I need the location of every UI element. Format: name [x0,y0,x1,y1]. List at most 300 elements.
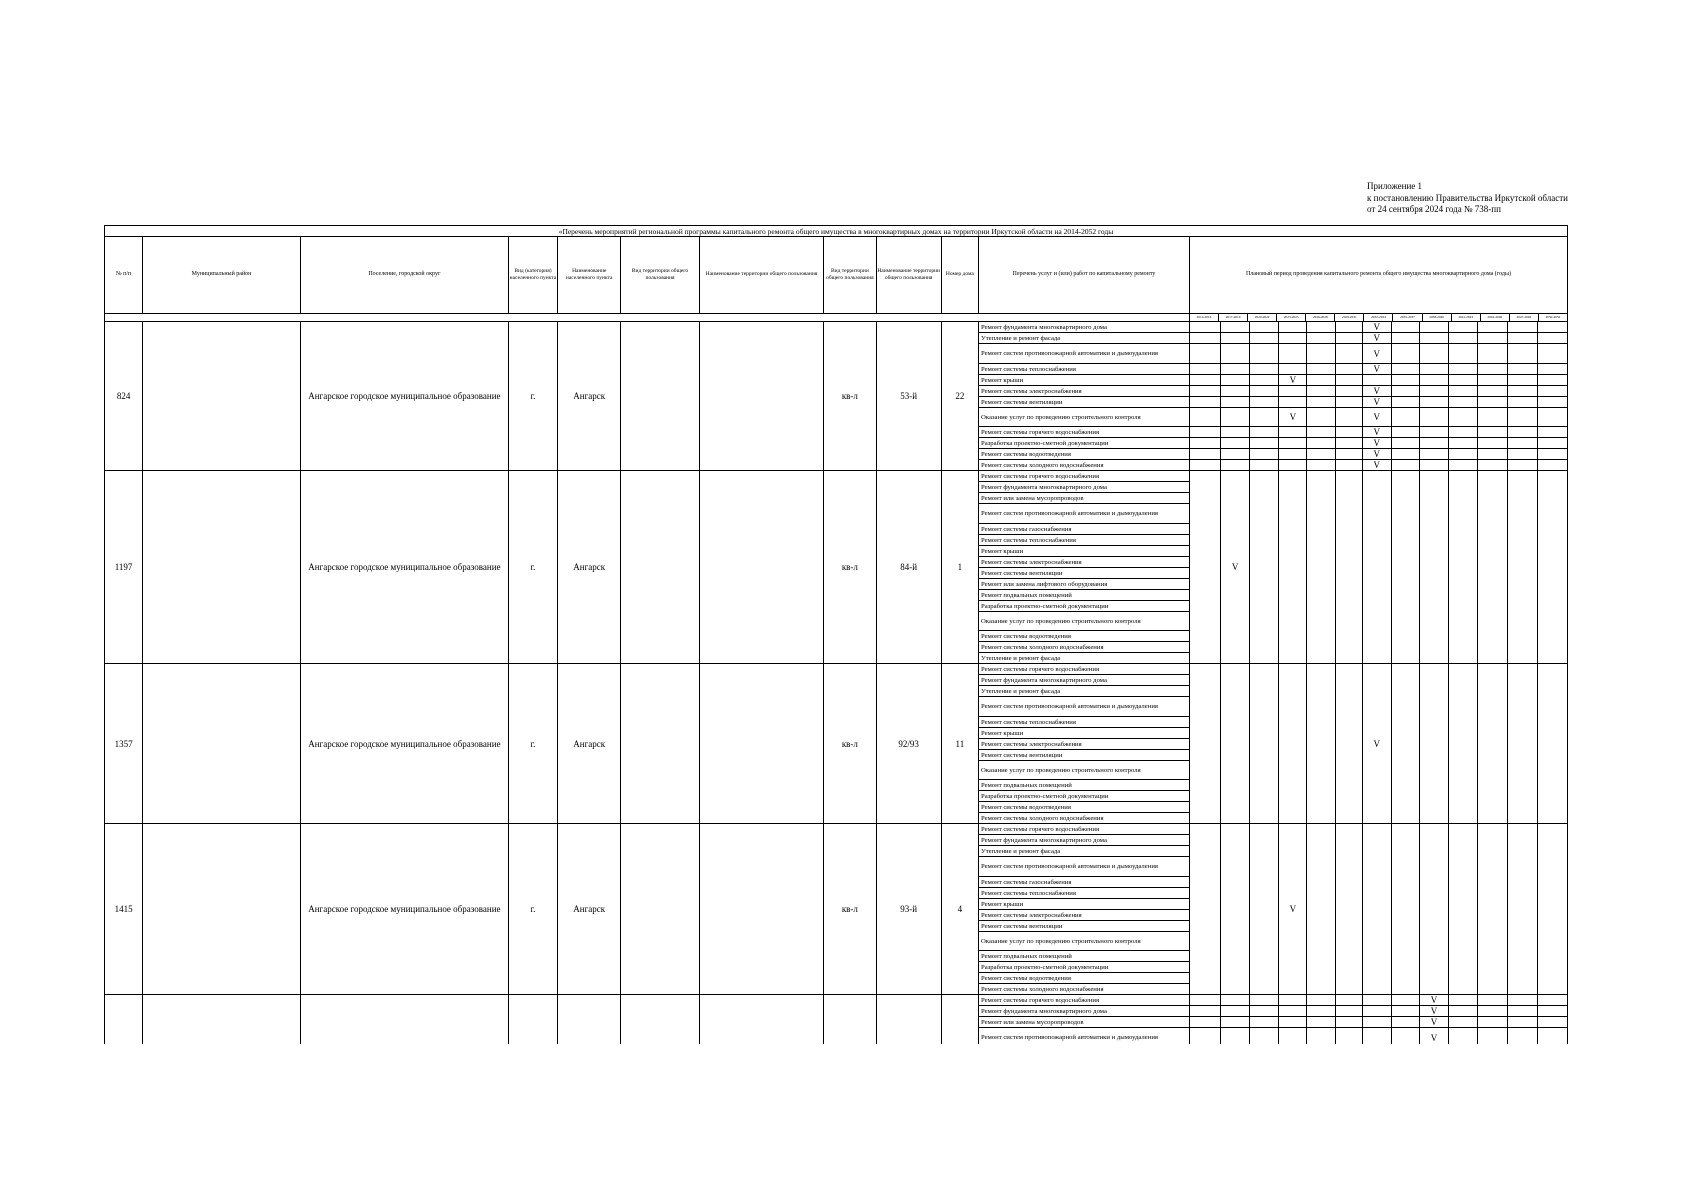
period-mark-cell [1221,386,1250,397]
service-name: Ремонт системы вентиляции [978,750,1189,761]
period-mark-cell: V [1279,375,1307,386]
period-mark-cell [1508,438,1538,449]
period-mark-cell [1279,322,1307,333]
period-mark-cell: V [1362,386,1391,397]
period-mark-cell [1538,386,1568,397]
period-mark-cell [1391,449,1419,460]
period-mark-cell [1250,344,1279,364]
period-mark-cell [1189,471,1220,664]
period-mark-cell [1307,364,1335,375]
year-label: 2047-2049 [1510,314,1539,321]
year-label: 2014-2016 [1190,314,1219,321]
period-mark-cell [1478,333,1508,344]
period-mark-cell [1279,995,1307,1006]
period-mark-cell [1419,460,1448,471]
period-mark-cell [1250,322,1279,333]
period-mark-cell [1478,471,1508,664]
period-mark-cell [1362,471,1391,664]
period-mark-cell [1307,333,1335,344]
header-district: Муниципальный район [143,237,301,314]
record-num: 1415 [105,824,143,995]
year-label: 2038-2040 [1423,314,1452,321]
years-list [1190,314,1567,321]
period-mark-cell [1391,427,1419,438]
period-mark-cell [1419,408,1448,427]
header-element-kind: Вид территории общего пользования [824,237,876,314]
period-mark-cell [1221,364,1250,375]
period-mark-cell [1279,333,1307,344]
service-name: Ремонт системы холодного водоснабжения [978,813,1189,824]
period-mark-cell [1449,408,1478,427]
service-name: Ремонт системы электроснабжения [978,386,1189,397]
period-mark-cell [1538,460,1568,471]
period-mark-cell [1307,438,1335,449]
service-name: Оказание услуг по проведению строительного контроля [978,932,1189,951]
period-mark-cell [1250,449,1279,460]
record-house: 11 [941,664,978,824]
period-mark-cell: V [1362,364,1391,375]
period-mark-cell [1508,375,1538,386]
years-row-blank [105,314,1190,322]
period-mark-cell [1279,344,1307,364]
period-mark-cell [1508,471,1538,664]
period-mark-cell [1279,1017,1307,1028]
period-mark-cell [1478,995,1508,1006]
period-mark-cell [1189,375,1220,386]
period-mark-cell [1478,427,1508,438]
period-mark-cell [1478,364,1508,375]
period-mark-cell [1391,460,1419,471]
period-mark-cell [1250,995,1279,1006]
period-mark-cell [1538,449,1568,460]
period-mark-cell [1478,460,1508,471]
period-mark-cell [1335,438,1362,449]
period-mark-cell [1221,1006,1250,1017]
period-mark-cell: V [1221,471,1250,664]
period-mark-cell [1508,1017,1538,1028]
record-element-kind: кв-л [824,664,876,824]
service-name: Ремонт систем противопожарной автоматики и дымоудаления [978,857,1189,877]
period-mark-cell [1508,322,1538,333]
service-name: Утепление и ремонт фасада [978,333,1189,344]
service-name: Ремонт или замена лифтового оборудования [978,579,1189,590]
period-mark-cell [1221,322,1250,333]
year-label: 2041-2043 [1452,314,1481,321]
record-district [143,824,301,995]
period-mark-cell [1189,1017,1220,1028]
service-name: Ремонт систем противопожарной автоматики и дымоудаления [978,344,1189,364]
header-house: Номер дома [941,237,978,314]
period-mark-cell: V [1419,1006,1448,1017]
record-element-name: 92/93 [876,664,941,824]
period-mark-cell [1538,397,1568,408]
period-mark-cell [1419,471,1448,664]
page-bottom-margin [0,1044,1697,1200]
service-name: Ремонт систем противопожарной автоматики и дымоудаления [978,697,1189,717]
period-mark-cell [1449,995,1478,1006]
header-row [105,237,1568,314]
period-mark-cell [1538,375,1568,386]
period-mark-cell [1221,995,1250,1006]
header-territory-kind: Вид территории общего пользования [621,237,699,314]
period-mark-cell [1250,471,1279,664]
service-name: Ремонт системы горячего водоснабжения [978,824,1189,835]
service-name: Ремонт системы вентиляции [978,397,1189,408]
period-mark-cell [1189,397,1220,408]
record-kind: г. [508,824,557,995]
record-settlement: Ангарское городское муниципальное образование [300,824,508,995]
service-name: Ремонт системы газоснабжения [978,877,1189,888]
service-name: Ремонт системы горячего водоснабжения [978,427,1189,438]
period-mark-cell [1508,364,1538,375]
table-row [105,995,1568,1006]
period-mark-cell: V [1362,438,1391,449]
service-name: Ремонт системы теплоснабжения [978,535,1189,546]
period-mark-cell [1335,664,1362,824]
service-name: Разработка проектно-сметной документации [978,791,1189,802]
record-kind: г. [508,664,557,824]
service-name: Ремонт системы холодного водоснабжения [978,642,1189,653]
service-name: Ремонт крыши [978,899,1189,910]
service-name: Ремонт системы холодного водоснабжения [978,460,1189,471]
period-mark-cell [1307,1017,1335,1028]
period-mark-cell [1508,460,1538,471]
header-settlement: Поселение, городской округ [300,237,508,314]
record-element-name: 93-й [876,824,941,995]
period-mark-cell [1391,664,1419,824]
period-mark-cell [1250,333,1279,344]
period-mark-cell [1307,375,1335,386]
service-name: Ремонт систем противопожарной автоматики и дымоудаления [978,1028,1189,1048]
period-mark-cell [1419,364,1448,375]
table-row [105,824,1568,835]
period-mark-cell: V [1362,344,1391,364]
record-territory-kind [621,664,699,824]
period-mark-cell: V [1362,427,1391,438]
record-element-name: 84-й [876,471,941,664]
period-mark-cell [1391,1006,1419,1017]
period-mark-cell [1221,664,1250,824]
period-mark-cell [1335,449,1362,460]
record-territory-kind [621,824,699,995]
period-mark-cell: V [1362,408,1391,427]
period-mark-cell [1419,375,1448,386]
period-mark-cell [1538,344,1568,364]
period-mark-cell [1391,408,1419,427]
period-mark-cell [1335,995,1362,1006]
period-mark-cell [1449,386,1478,397]
period-mark-cell [1419,397,1448,408]
service-name: Ремонт фундамента многоквартирного дома [978,1006,1189,1017]
period-mark-cell [1307,995,1335,1006]
period-mark-cell [1449,449,1478,460]
service-name: Утепление и ремонт фасада [978,846,1189,857]
period-mark-cell [1419,386,1448,397]
period-mark-cell [1189,995,1220,1006]
period-mark-cell [1335,386,1362,397]
period-mark-cell [1391,386,1419,397]
period-mark-cell [1449,375,1478,386]
period-mark-cell [1307,471,1335,664]
period-mark-cell [1335,408,1362,427]
service-name: Оказание услуг по проведению строительного контроля [978,761,1189,780]
period-mark-cell [1221,438,1250,449]
record-locality: Ангарск [558,824,621,995]
period-mark-cell [1478,397,1508,408]
record-territory-name [699,824,824,995]
year-label: 2029-2031 [1335,314,1364,321]
period-mark-cell [1189,322,1220,333]
period-mark-cell [1335,460,1362,471]
period-mark-cell [1250,438,1279,449]
header-kind: Вид (категория) населенного пункта [508,237,557,314]
period-mark-cell: V [1419,1028,1448,1048]
record-kind: г. [508,322,557,471]
header-num: № п/п [105,237,143,314]
period-mark-cell [1508,824,1538,995]
period-mark-cell [1221,460,1250,471]
period-mark-cell [1478,1017,1508,1028]
year-label: 2050-2052 [1545,315,1561,319]
period-mark-cell [1391,438,1419,449]
table-row [105,322,1568,333]
service-name: Разработка проектно-сметной документации [978,601,1189,612]
period-mark-cell [1279,438,1307,449]
service-name: Ремонт системы электроснабжения [978,910,1189,921]
appendix-line-1: Приложение 1 [1367,181,1423,191]
service-name: Ремонт системы водоотведения [978,973,1189,984]
service-name: Ремонт или замена мусоропроводов [978,493,1189,504]
period-mark-cell [1307,344,1335,364]
period-mark-cell [1335,1006,1362,1017]
period-mark-cell: V [1419,995,1448,1006]
period-mark-cell [1189,460,1220,471]
period-mark-cell [1391,333,1419,344]
header-services: Перечень услуг и (или) работ по капитальному ремонту [978,237,1189,314]
period-mark-cell [1508,427,1538,438]
period-mark-cell [1478,408,1508,427]
period-mark-cell [1449,427,1478,438]
period-mark-cell [1189,344,1220,364]
service-name: Ремонт или замена мусоропроводов [978,1017,1189,1028]
year-label: 2032-2034 [1364,314,1393,321]
year-label: 2023-2025 [1277,314,1306,321]
record-district [143,471,301,664]
period-mark-cell [1307,322,1335,333]
table-title: «Перечень мероприятий региональной программы капитального ремонта общего имущества в многоквартирных домах на территории Иркутской области на 2014-2052 годы [105,226,1568,237]
record-locality: Ангарск [558,322,621,471]
period-mark-cell [1478,824,1508,995]
period-mark-cell [1449,1006,1478,1017]
period-mark-cell [1279,386,1307,397]
service-name: Ремонт подвальных помещений [978,590,1189,601]
period-mark-cell [1449,364,1478,375]
service-name: Ремонт системы водоотведения [978,802,1189,813]
period-mark-cell: V [1279,408,1307,427]
period-mark-cell: V [1419,1017,1448,1028]
period-mark-cell [1419,438,1448,449]
period-mark-cell [1279,1006,1307,1017]
period-mark-cell [1538,364,1568,375]
period-mark-cell [1419,664,1448,824]
period-mark-cell: V [1362,664,1391,824]
year-label: 2035-2037 [1393,314,1422,321]
period-mark-cell [1307,449,1335,460]
period-mark-cell [1419,427,1448,438]
period-mark-cell [1508,397,1538,408]
service-name: Ремонт системы электроснабжения [978,557,1189,568]
record-element-kind: кв-л [824,322,876,471]
service-name: Ремонт системы горячего водоснабжения [978,664,1189,675]
appendix-line-2: к постановлению Правительства Иркутской области [1367,192,1568,203]
period-mark-cell [1307,1006,1335,1017]
period-mark-cell [1391,397,1419,408]
period-mark-cell [1538,471,1568,664]
period-mark-cell [1538,1017,1568,1028]
period-mark-cell [1335,344,1362,364]
period-mark-cell [1279,397,1307,408]
period-mark-cell [1307,824,1335,995]
service-name: Ремонт подвальных помещений [978,780,1189,791]
period-mark-cell [1307,460,1335,471]
period-mark-cell [1307,664,1335,824]
period-mark-cell [1449,824,1478,995]
record-settlement: Ангарское городское муниципальное образование [300,471,508,664]
period-mark-cell [1250,408,1279,427]
period-mark-cell [1279,364,1307,375]
period-mark-cell [1307,408,1335,427]
period-mark-cell [1362,375,1391,386]
service-name: Утепление и ремонт фасада [978,653,1189,664]
service-name: Ремонт системы газоснабжения [978,524,1189,535]
period-mark-cell [1449,322,1478,333]
year-label: 2044-2046 [1481,314,1510,321]
period-mark-cell [1538,995,1568,1006]
years-row [105,314,1568,322]
period-mark-cell [1335,322,1362,333]
period-mark-cell [1250,427,1279,438]
period-mark-cell [1391,344,1419,364]
service-name: Ремонт системы теплоснабжения [978,364,1189,375]
service-name: Ремонт крыши [978,728,1189,739]
period-mark-cell [1189,438,1220,449]
period-mark-cell [1221,397,1250,408]
record-house: 4 [941,824,978,995]
table-row [105,664,1568,675]
period-mark-cell: V [1362,449,1391,460]
period-mark-cell [1538,427,1568,438]
period-mark-cell [1221,408,1250,427]
record-locality: Ангарск [558,664,621,824]
service-name: Ремонт системы горячего водоснабжения [978,471,1189,482]
period-mark-cell [1391,364,1419,375]
service-name: Ремонт фундамента многоквартирного дома [978,482,1189,493]
service-name: Ремонт крыши [978,546,1189,557]
period-mark-cell [1508,333,1538,344]
period-mark-cell [1279,471,1307,664]
period-mark-cell [1449,438,1478,449]
period-mark-cell [1391,471,1419,664]
service-name: Разработка проектно-сметной документации [978,438,1189,449]
period-mark-cell [1538,664,1568,824]
period-mark-cell [1478,1006,1508,1017]
period-mark-cell [1391,824,1419,995]
period-mark-cell [1362,1017,1391,1028]
period-mark-cell [1335,824,1362,995]
period-mark-cell [1335,1017,1362,1028]
record-territory-name [699,664,824,824]
period-mark-cell [1189,449,1220,460]
period-mark-cell [1335,333,1362,344]
period-mark-cell [1478,449,1508,460]
period-mark-cell [1307,427,1335,438]
period-mark-cell [1189,1006,1220,1017]
record-num: 824 [105,322,143,471]
header-locality: Наименование населенного пункта [558,237,621,314]
service-name: Ремонт фундамента многоквартирного дома [978,675,1189,686]
period-mark-cell [1189,364,1220,375]
year-label: 2017-2019 [1219,314,1248,321]
period-mark-cell [1279,449,1307,460]
period-mark-cell [1279,664,1307,824]
period-mark-cell [1189,408,1220,427]
period-mark-cell [1419,449,1448,460]
period-mark-cell: V [1362,333,1391,344]
period-mark-cell [1449,1017,1478,1028]
period-mark-cell [1391,995,1419,1006]
period-mark-cell [1478,375,1508,386]
service-name: Ремонт систем противопожарной автоматики и дымоудаления [978,504,1189,524]
period-mark-cell [1221,824,1250,995]
service-name: Оказание услуг по проведению строительного контроля [978,408,1189,427]
period-mark-cell [1538,322,1568,333]
record-territory-name [699,471,824,664]
period-mark-cell [1335,397,1362,408]
period-mark-cell [1508,386,1538,397]
table-row [105,471,1568,482]
service-name: Ремонт системы теплоснабжения [978,888,1189,899]
period-mark-cell [1279,460,1307,471]
record-element-kind: кв-л [824,471,876,664]
service-name: Ремонт крыши [978,375,1189,386]
appendix-header [1367,181,1568,216]
period-mark-cell [1189,824,1220,995]
period-mark-cell: V [1279,824,1307,995]
period-mark-cell [1449,397,1478,408]
record-territory-kind [621,322,699,471]
service-name: Ремонт подвальных помещений [978,951,1189,962]
period-mark-cell [1335,427,1362,438]
period-mark-cell [1449,471,1478,664]
period-mark-cell [1478,322,1508,333]
record-element-kind: кв-л [824,824,876,995]
period-mark-cell [1250,1017,1279,1028]
period-mark-cell [1508,344,1538,364]
capital-repair-table [104,225,1568,1059]
period-mark-cell [1250,364,1279,375]
period-mark-cell: V [1362,460,1391,471]
record-district [143,664,301,824]
header-territory-name: Наименование территории общего пользования [699,237,824,314]
service-name: Ремонт системы электроснабжения [978,739,1189,750]
period-mark-cell [1221,375,1250,386]
period-mark-cell [1391,375,1419,386]
period-mark-cell [1508,449,1538,460]
period-mark-cell [1538,1006,1568,1017]
period-mark-cell [1221,449,1250,460]
service-name: Ремонт системы вентиляции [978,921,1189,932]
period-mark-cell [1189,664,1220,824]
